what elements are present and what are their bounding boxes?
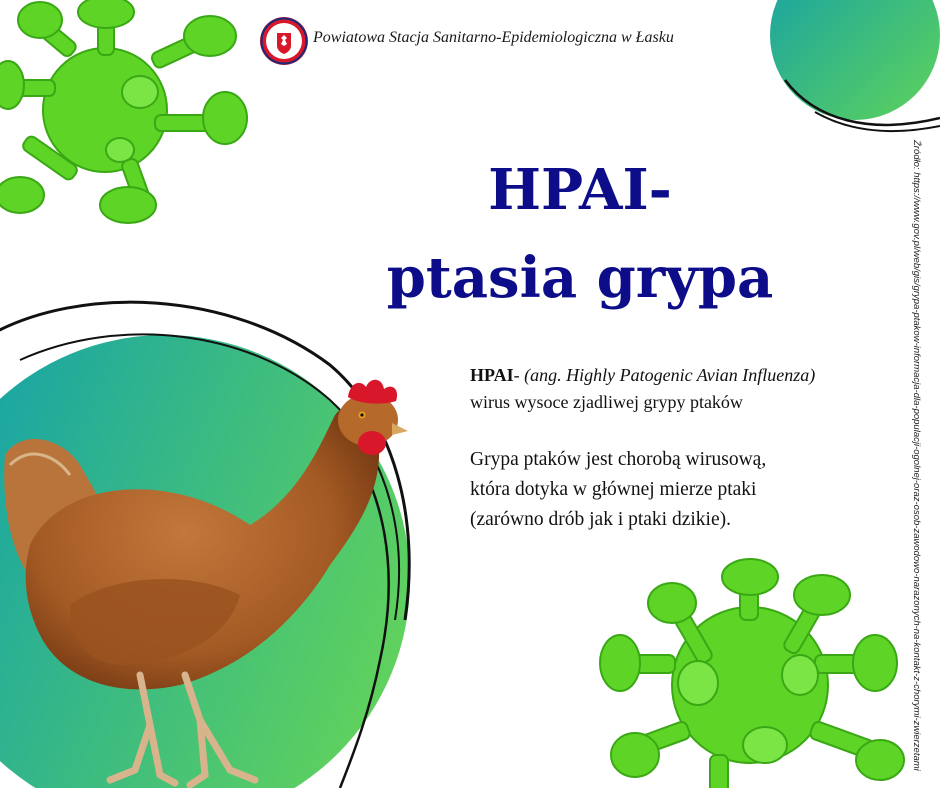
decorative-gradient-blob-top-right xyxy=(760,0,940,140)
page-title-line-1: HPAI- xyxy=(488,157,672,223)
description-line-3: (zarówno drób jak i ptaki dzikie). xyxy=(470,509,731,530)
virus-illustration-top-left xyxy=(0,0,255,225)
virus-illustration-bottom-right xyxy=(590,555,905,788)
page-title-line-2: ptasia grypa xyxy=(386,245,774,311)
definition-expansion: (ang. Highly Patogenic Avian Influenza) xyxy=(524,365,816,385)
organization-name: Powiatowa Stacja Sanitarno-Epidemiologiczna w Łasku xyxy=(313,29,674,46)
description-line-2: która dotyka w głównej mierze ptaki xyxy=(470,479,757,500)
definition-dash: - xyxy=(513,365,525,385)
definition-block xyxy=(470,362,815,416)
definition-term: HPAI xyxy=(470,365,514,385)
sanitary-inspection-logo xyxy=(259,16,309,66)
description-line-1: Grypa ptaków jest chorobą wirusową, xyxy=(470,449,767,470)
description-paragraph xyxy=(470,445,766,535)
source-citation: Źródło: https://www.gov.pl/web/gis/grypa-ptakow-informacja-dla-populacji-ogolnej-oraz-osob-zawodowo-narazonych-na-kontakt-z-chorymi-zwierzetami xyxy=(911,140,922,771)
definition-line-1 xyxy=(470,362,815,389)
hen-illustration xyxy=(0,375,410,788)
definition-translation: wirus wysoce zjadliwej grypy ptaków xyxy=(470,392,743,412)
